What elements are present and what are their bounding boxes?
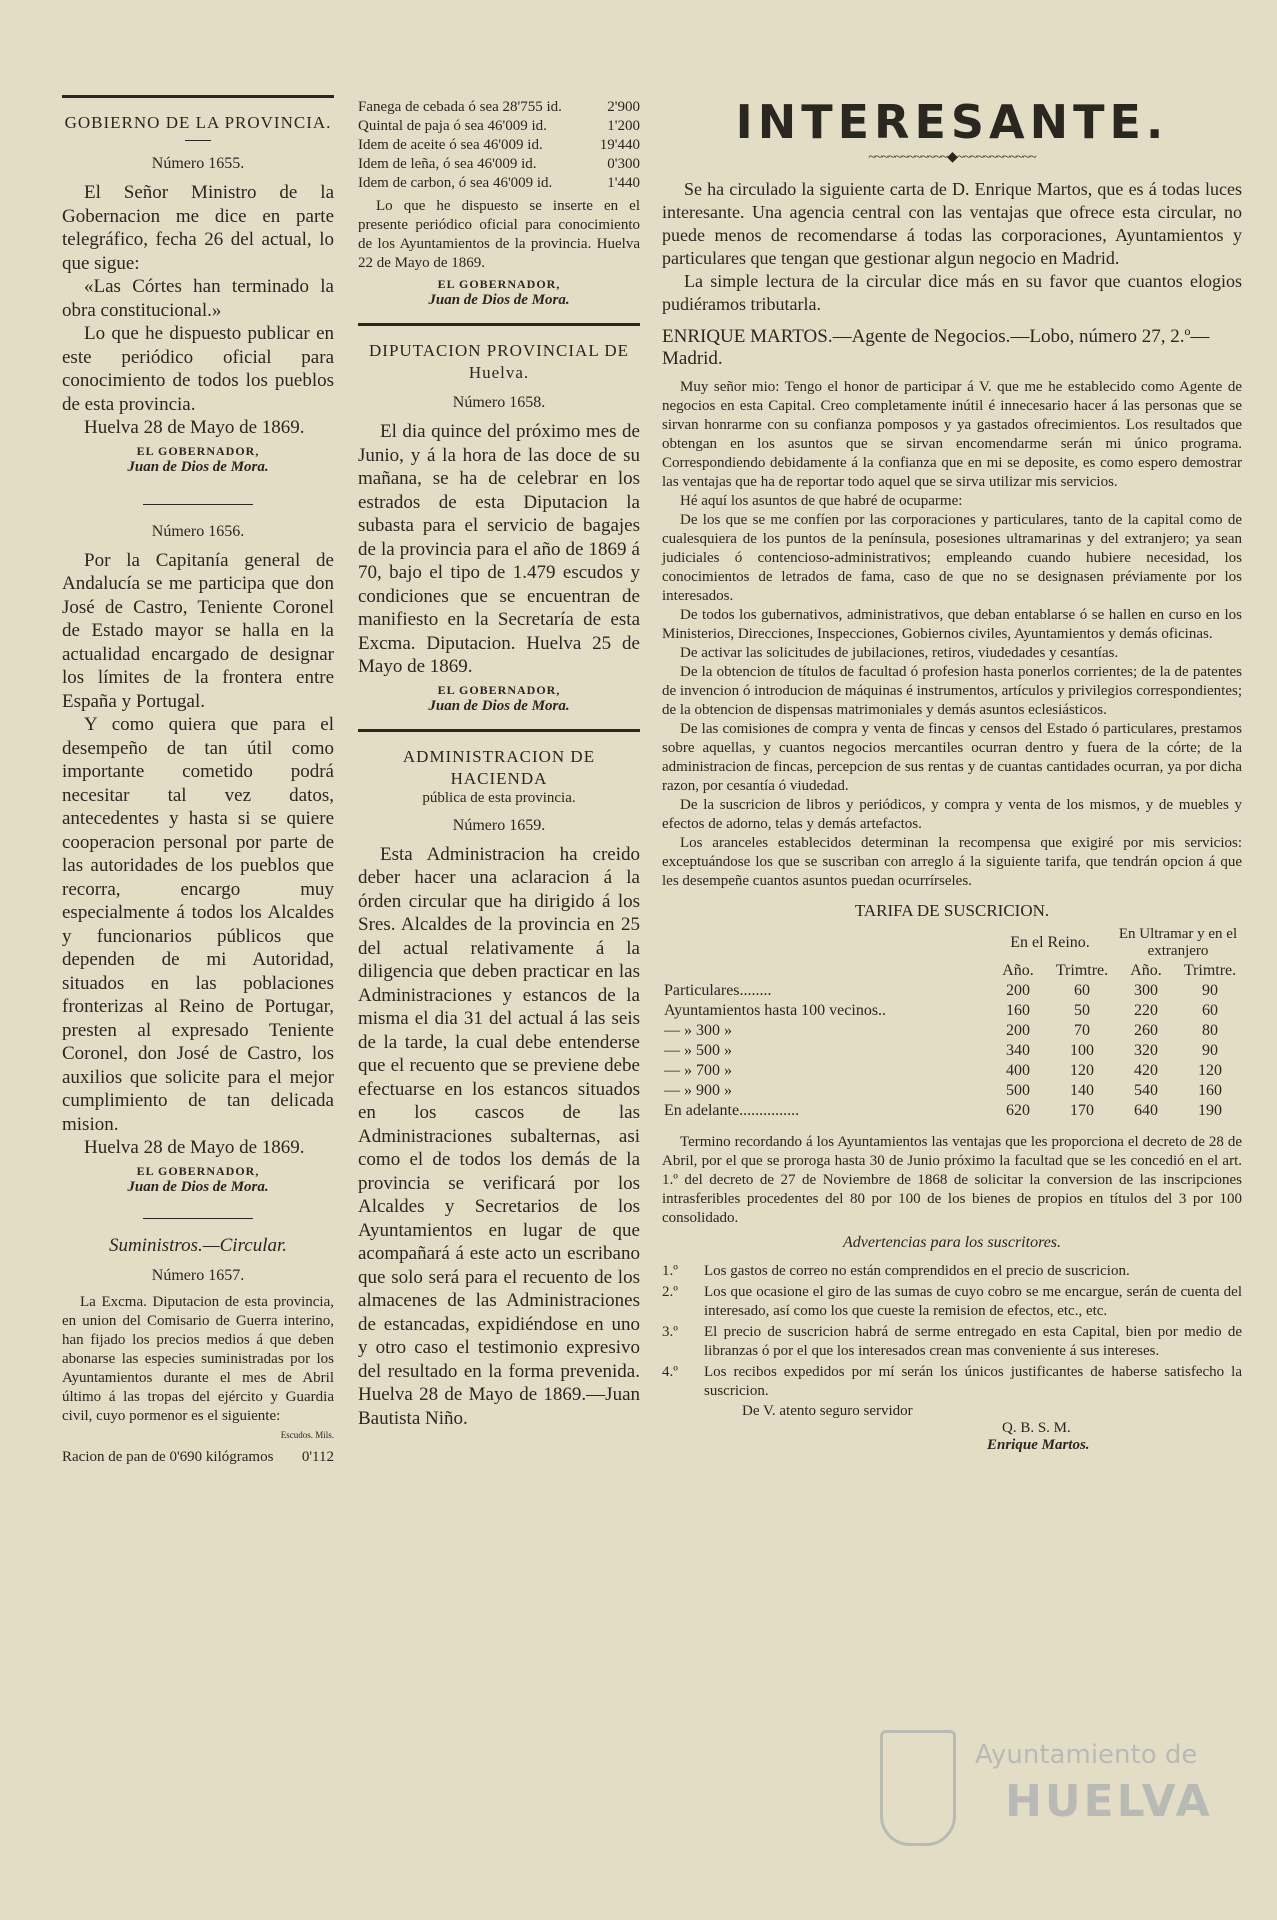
article-1656: [62, 549, 334, 1160]
paragraph: De la obtencion de títulos de facultad ó profesion hasta ponerlos corrientes; de la de patentes de invencion ó introducion de máquinas é instrumentos, artículos y privilegios correspondientes; de la obtencion de dispensas matrimoniales y demás asuntos eclesiásticos.: [662, 664, 1242, 718]
date-line: Huelva 28 de Mayo de 1869.: [84, 417, 305, 438]
table-cell: 420: [1134, 1062, 1158, 1079]
table-cell: 500: [1006, 1082, 1030, 1099]
item-text: Los gastos de correo no están comprendidos en el precio de suscricion.: [704, 1263, 1130, 1279]
item-label: Racion de pan de 0'690 kilógramos: [62, 1448, 274, 1465]
paragraph: Hé aquí los asuntos de que habré de ocuparme:: [680, 493, 963, 509]
table-cell: 90: [1202, 982, 1218, 999]
top-rule: [62, 95, 334, 98]
paragraph: Lo que he dispuesto se inserte en el presente periódico oficial para conocimiento de los Ayuntamientos de la provincia. Huelva 22 de Mayo de 1869.: [358, 198, 640, 271]
item-label: Idem de aceite ó sea 46'009 id.: [358, 137, 543, 153]
signer-name: Enrique Martos.: [987, 1437, 1090, 1453]
table-cell: 70: [1074, 1022, 1090, 1039]
table-cell: 90: [1202, 1042, 1218, 1059]
signature-name: Juan de Dios de Mora.: [428, 292, 570, 308]
paragraph: El dia quince del próximo mes de Junio, y á la hora de las doce de su mañana, se ha de celebrar en los estrados de esta Diputacion la subasta para el servicio de bagajes de la provincia para el año de 1869 á 70, bajo el tipo de 1.479 escudos y condiciones que se encuentran de manifiesto en la Secretaría de esta Excma. Diputacion. Huelva 25 de Mayo de 1869.: [358, 421, 640, 677]
table-cell: 160: [1006, 1002, 1030, 1019]
signature-title: EL GOBERNADOR,: [437, 277, 561, 291]
item-value: 19'440: [599, 137, 640, 153]
table-row: [662, 1061, 1242, 1081]
item-number: 4.º: [662, 1364, 678, 1380]
item-value: 1'200: [607, 118, 640, 134]
table-cell: 320: [1134, 1042, 1158, 1059]
price-item: [358, 155, 640, 174]
section-header-diputacion: DIPUTACION PROVINCIAL DE Huelva.: [369, 341, 629, 382]
table-cell: 220: [1134, 1002, 1158, 1019]
item-value: 1'440: [607, 175, 640, 191]
table-cell: 260: [1134, 1022, 1158, 1039]
table-cell: 620: [1006, 1102, 1030, 1119]
table-subheader-row: [662, 961, 1242, 981]
stamp-line2: HUELVA: [1005, 1776, 1213, 1827]
item-number: 1.º: [662, 1263, 678, 1279]
table-cell: 170: [1070, 1102, 1094, 1119]
item-label: Quintal de paja ó sea 46'009 id.: [358, 118, 547, 134]
short-rule: [185, 140, 211, 141]
table-cell: 50: [1074, 1002, 1090, 1019]
table-row: [662, 1081, 1242, 1101]
tarifa-rows: [662, 981, 1242, 1121]
letter-body: [662, 378, 1242, 891]
advertencias-list: [662, 1262, 1242, 1401]
item-value: 2'900: [607, 99, 640, 115]
agent-header: ENRIQUE MARTOS.—Agente de Negocios.—Lobo, número 27, 2.º—Madrid.: [662, 326, 1210, 369]
table-row: [662, 1001, 1242, 1021]
header-ano: Año.: [1002, 962, 1034, 979]
header-trim: Trimtre.: [1183, 962, 1237, 979]
paragraph: Muy señor mio: Tengo el honor de participar á V. que me he establecido como Agente de negocios en esta Capital. Creo completamente inútil é innecesario hacer á las personas que se sirvan honrarme con su confianza pomposos y ya gastados ofrecimientos. Los resultados que obtengan en los asuntos que se sirvan encomendarme serán mi único programa. Correspondiendo debidamente á la confianza que en mi se deposite, es como espero demostrar las ventajas que ha de reportar todo aquel que se sirva utilizar mis servicios.: [662, 379, 1242, 490]
paragraph: De la suscricion de libros y periódicos, y compra y venta de los mismos, y de muebles y efectos de adorno, telas y demás artefactos.: [662, 797, 1242, 832]
number-1659: Número 1659.: [452, 816, 546, 834]
advertencias-title: Advertencias para los suscritores.: [842, 1234, 1062, 1251]
divider: [143, 1218, 253, 1219]
item-label: Idem de carbon, ó sea 46'009 id.: [358, 175, 553, 191]
list-item: [662, 1283, 1242, 1321]
item-text: Los que ocasione el giro de las sumas de cuyo cobro se me encargue, serán de cuenta del interesado, así como los que cueste la remision de efectos, etc., etc.: [704, 1284, 1242, 1319]
item-text: El precio de suscricion habrá de serme entregado en esta Capital, bien por medio de libranzas ó por el que los interesados crean mas conveniente á sus intereses.: [704, 1324, 1242, 1359]
paragraph: De los que se me confíen por las corporaciones y particulares, tanto de la capital como de cualesquiera de los puntos de la península, posesiones ultramarinas y del extranjero; ya sean judiciales ó contencioso-administrativos; empleando cuando hubiere necesidad, los conocimientos de letrados de fama, caso de que no se designasen préviamente por los interesados.: [662, 512, 1242, 604]
paragraph: Lo que he dispuesto publicar en este periódico oficial para conocimiento de todos los pueblos de esta provincia.: [62, 323, 334, 415]
number-1657: Número 1657.: [151, 1266, 245, 1284]
list-item: [662, 1262, 1242, 1281]
table-cell: 340: [1006, 1042, 1030, 1059]
section-subheader: pública de esta provincia.: [422, 789, 576, 806]
table-cell: 80: [1202, 1022, 1218, 1039]
paragraph: «Las Córtes han terminado la obra constitucional.»: [62, 276, 334, 321]
price-list-note: [358, 197, 640, 273]
stamp-line1: Ayuntamiento de: [975, 1740, 1198, 1770]
table-cell: 400: [1006, 1062, 1030, 1079]
table-row: [662, 981, 1242, 1001]
number-1656: Número 1656.: [151, 522, 245, 540]
divider: [143, 504, 253, 505]
header-ano: Año.: [1130, 962, 1162, 979]
item-number: 3.º: [662, 1324, 678, 1340]
date-line: Huelva 28 de Mayo de 1869.: [84, 1137, 305, 1158]
article-1659: [358, 843, 640, 1431]
table-header-row: [662, 925, 1242, 961]
paragraph: Por la Capitanía general de Andalucía se me participa que don José de Castro, Teniente Coronel de Estado mayor se halla en la actualidad encargado de designar los límites de la frontera entre España y Portugal.: [62, 549, 334, 712]
price-item: [358, 98, 640, 117]
row-label: — » 300 »: [664, 1022, 732, 1039]
table-cell: 300: [1134, 982, 1158, 999]
racion-row: [62, 1448, 334, 1467]
section-header-gobierno: GOBIERNO DE LA PROVINCIA.: [64, 113, 332, 132]
item-text: Los recibos expedidos por mí serán los únicos justificantes de haberse satisfecho la suscricion.: [704, 1364, 1242, 1399]
table-cell: 200: [1006, 982, 1030, 999]
item-value: 0'112: [301, 1448, 334, 1465]
closing: [662, 1133, 1242, 1228]
paragraph: De todos los gubernativos, administrativos, que deban entablarse ó se hallen en curso en los Ministerios, Direcciones, Inspecciones, Gobiernos civiles, Ayuntamientos y demás oficinas.: [662, 607, 1242, 642]
paragraph: El Señor Ministro de la Gobernacion me dice en parte telegráfico, fecha 26 del actual, lo que sigue:: [62, 182, 334, 274]
signature-name: Juan de Dios de Mora.: [127, 1178, 269, 1195]
table-cell: 60: [1074, 982, 1090, 999]
section-rule: [358, 729, 640, 732]
header-ultramar: En Ultramar y en el extranjero: [1118, 926, 1238, 959]
paragraph: La simple lectura de la circular dice más en su favor que cuantos elogios pudiéramos tributarla.: [662, 271, 1242, 314]
headline-interesante: INTERESANTE.: [735, 95, 1169, 149]
paragraph: De activar las solicitudes de jubilaciones, retiros, viudedades y cesantías.: [680, 645, 1119, 661]
list-item: [662, 1363, 1242, 1401]
price-item: [358, 117, 640, 136]
header-reino: En el Reino.: [1010, 934, 1090, 951]
signature-title: EL GOBERNADOR,: [437, 682, 561, 697]
number-1655: Número 1655.: [151, 155, 245, 172]
column-1: [62, 95, 334, 1467]
list-item: [662, 1323, 1242, 1361]
table-cell: 120: [1198, 1062, 1222, 1079]
paragraph: Termino recordando á los Ayuntamientos las ventajas que les proporciona el decreto de 28 de Abril, por el que se proroga hasta 30 de Junio próximo la facultad que se les concedió en el art. 1.º del decreto de 27 de Noviembre de 1868 de solicitar la conversion de las inscripciones intrasferibles procedentes del 80 por 100 de los bienes de propios en títulos del 3 por 100 consolidado.: [662, 1134, 1242, 1226]
signature-name: Juan de Dios de Mora.: [127, 458, 269, 475]
item-value: 0'300: [607, 156, 640, 172]
article-1657: [62, 1293, 334, 1426]
row-label: En adelante...............: [664, 1102, 800, 1119]
paragraph: De las comisiones de compra y venta de fincas y censos del Estado ó particulares, prestamos sobre aquellas, y cuantos negocios mercantiles ocurran dentro y fuera de la córte; de la administracion de fincas, percepcion de sus rentas y de cuantas cantidades ocurran, ya por dicha razon, por cesantía ó viudedad.: [662, 721, 1242, 794]
article-1655: [62, 181, 334, 440]
table-cell: 60: [1202, 1002, 1218, 1019]
paragraph: Los aranceles establecidos determinan la recompensa que exigiré por mis servicios: exceptuándose los que se suscriban con arreglo á la siguiente tarifa, que tendrán opcion á que les desempeñe cuantos asuntos puedan ocurrírseles.: [662, 835, 1242, 889]
paragraph: La Excma. Diputacion de esta provincia, en union del Comisario de Guerra interino, han fijado los precios medios á que deben abonarse las especies suministradas por los Ayuntamientos durante el mes de Abril último á las tropas del ejército y Guardia civil, cuyo pormenor es el siguiente:: [62, 1293, 334, 1424]
units-header: Escudos. Mils.: [280, 1429, 334, 1440]
tarifa-table: [662, 925, 1242, 1121]
row-label: — » 500 »: [664, 1042, 732, 1059]
table-cell: 200: [1006, 1022, 1030, 1039]
section-header-hacienda: ADMINISTRACION DE HACIENDA: [402, 746, 596, 788]
table-cell: 190: [1198, 1102, 1222, 1119]
row-label: — » 700 »: [664, 1062, 732, 1079]
price-item: [358, 174, 640, 193]
article-1658: [358, 420, 640, 679]
table-row: [662, 1021, 1242, 1041]
table-cell: 540: [1134, 1082, 1158, 1099]
row-label: Ayuntamientos hasta 100 vecinos..: [664, 1002, 887, 1019]
signature-title: EL GOBERNADOR,: [136, 443, 260, 458]
qbsm: Q. B. S. M.: [1002, 1420, 1071, 1436]
table-cell: 640: [1134, 1102, 1158, 1119]
signature-title: EL GOBERNADOR,: [136, 1163, 260, 1178]
item-label: Fanega de cebada ó sea 28'755 id.: [358, 99, 562, 115]
intro: [662, 178, 1242, 316]
table-row: [662, 1041, 1242, 1061]
table-cell: 120: [1070, 1062, 1094, 1079]
column-3: [662, 95, 1242, 1454]
row-label: Particulares........: [664, 982, 772, 999]
table-cell: 160: [1198, 1082, 1222, 1099]
paragraph: Se ha circulado la siguiente carta de D. Enrique Martos, que es á todas luces interesante. Una agencia central con las ventajas que ofrece esta circular, no puede menos de recomendarse á todas las corporaciones, Ayuntamientos y particulares que tengan que gestionar algun negocio en Madrid.: [662, 179, 1242, 268]
price-item: [358, 136, 640, 155]
item-number: 2.º: [662, 1284, 678, 1300]
paragraph: Esta Administracion ha creido deber hacer una aclaracion á la órden circular que ha dirigido á los Sres. Alcaldes de la provincia en 25 del actual relativamente á la diligencia que deben practicar en las Administraciones y estancos de la misma el dia 31 del actual á las seis de la tarde, la cual debe entenderse que el recuento que se previene debe efectuarse en los estancos situados en los cascos de las Administraciones subalternas, asi como el de todos los demás de la provincia se verificará por los Alcaldes y Secretarios de los Ayuntamientos en lugar de que acompañará á este acto un escribano que solo será para el recuento de los almacenes de las Administraciones de estancadas, expidiéndose en uno y otro caso el testimonio expresivo del resultado en la forma prevenida. Huelva 28 de Mayo de 1869.—Juan Bautista Niño.: [358, 843, 640, 1429]
paragraph: Y como quiera que para el desempeño de tan útil como importante cometido podrá necesitar tal vez datos, antecedentes y hasta si se quiere cooperacion personal por parte de las autoridades de los pueblos que recorra, encargo muy especialmente á todos los Alcaldes y funcionarios públicos que dependen de mi Autoridad, situados en las poblaciones fronterizas al Reino de Portugar, presten al expresado Teniente Coronel, don José de Castro, los auxilios que solicite para el mejor cumplimiento de tan delicada mision.: [62, 714, 334, 1135]
row-label: — » 900 »: [664, 1082, 732, 1099]
signature-name: Juan de Dios de Mora.: [428, 697, 570, 714]
shield-icon: [880, 1730, 956, 1846]
ornament-divider: ~~~~~~~~~~~~◆~~~~~~~~~~~~: [868, 150, 1036, 165]
column-2: [358, 98, 640, 1430]
archive-stamp: [880, 1730, 1220, 1850]
price-list: [358, 98, 640, 193]
tarifa-title: TARIFA DE SUSCRICION.: [854, 901, 1050, 920]
number-1658: Número 1658.: [452, 394, 546, 411]
item-label: Idem de leña, ó sea 46'009 id.: [358, 156, 537, 172]
table-cell: 100: [1070, 1042, 1094, 1059]
table-row: [662, 1101, 1242, 1121]
farewell: De V. atento seguro servidor: [742, 1403, 913, 1419]
table-cell: 140: [1070, 1082, 1094, 1099]
suministros-title: Suministros.—Circular.: [108, 1234, 288, 1256]
section-rule: [358, 323, 640, 326]
header-trim: Trimtre.: [1055, 962, 1109, 979]
